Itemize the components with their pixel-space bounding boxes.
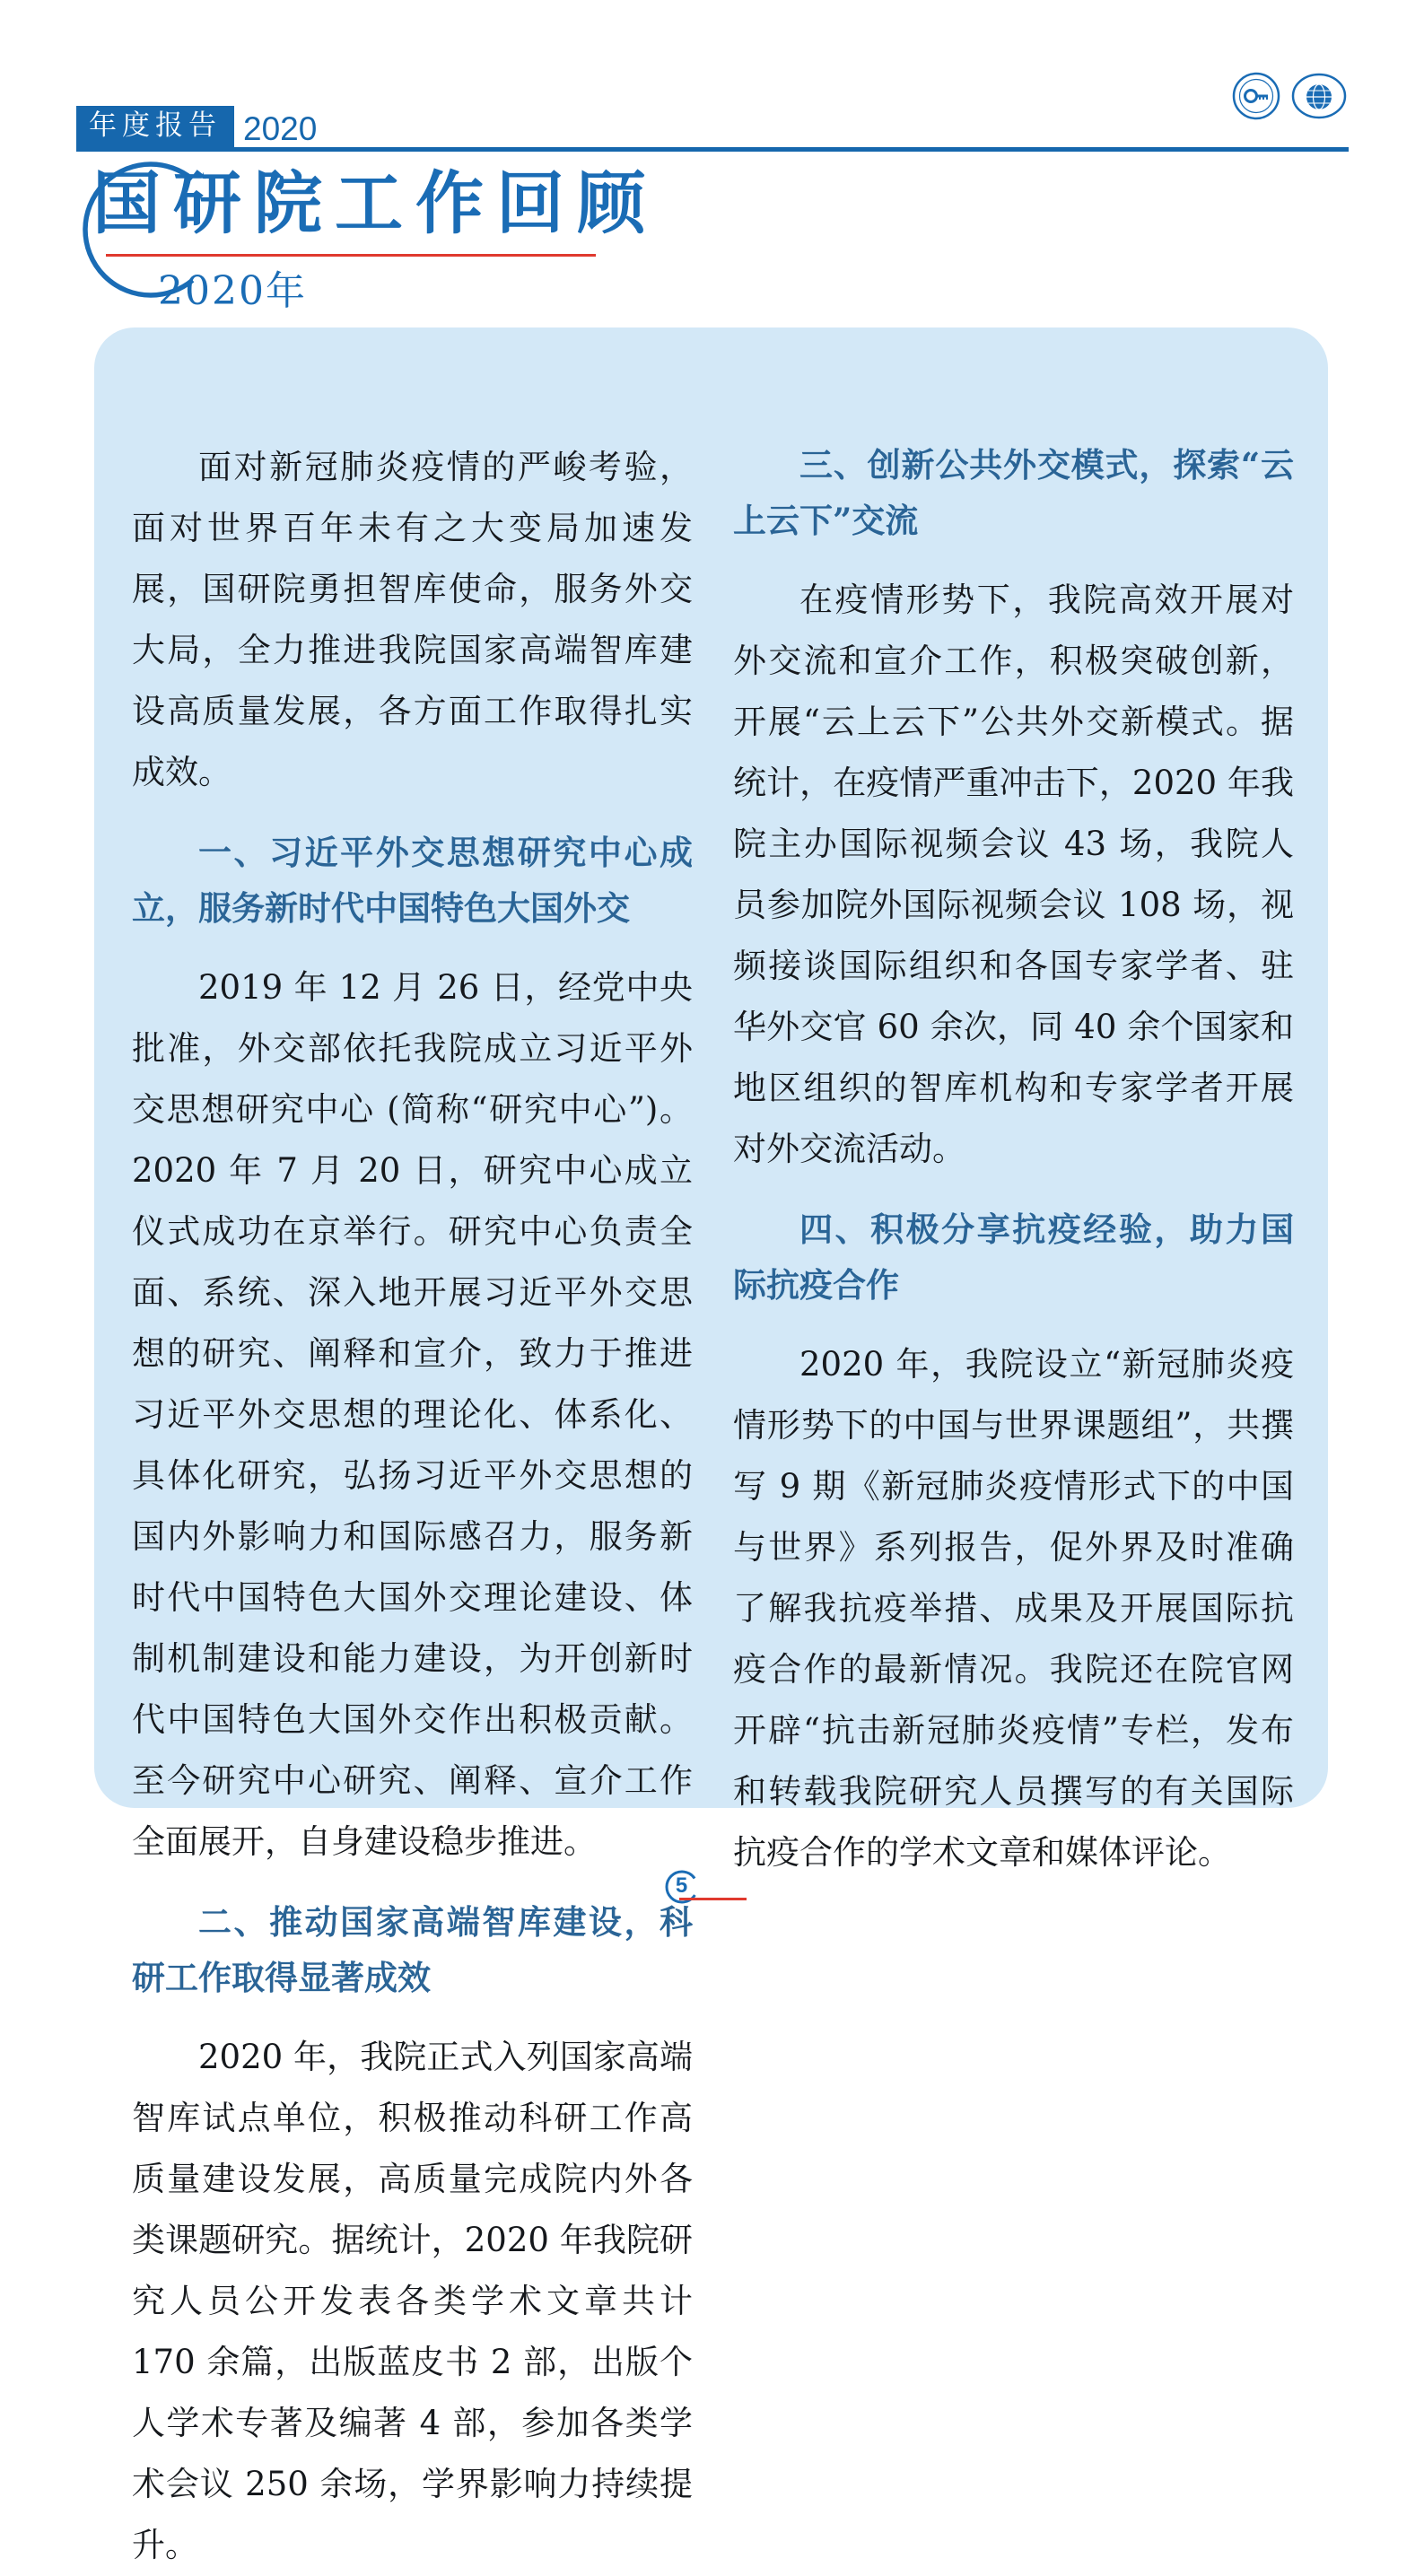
logo-row (1232, 72, 1347, 124)
body-paragraph: 在疫情形势下，我院高效开展对外交流和宣介工作，积极突破创新，开展“云上云下”公共外交新模式。据统计，在疫情严重冲击下，2020 年我院主办国际视频会议 43 场，我院人员参加院外国际视频会议 108 场，视频接谈国际组织和各国专家学者、驻华外交官 60 余次，同 40 余个国家和地区组织的智库机构和专家学者开展对外交流活动。 (733, 581, 1294, 1168)
china-top-think-tanks-logo (1232, 72, 1280, 124)
body-paragraph: 2020 年，我院正式入列国家高端智库试点单位，积极推动科研工作高质量建设发展，高质量完成院内外各类课题研究。据统计，2020 年我院研究人员公开发表各类学术文章共计 170 余篇，出版蓝皮书 2 部，出版个人学术专著及编著 4 部，参加各类学术会议 250 余场，学界影响力持续提升。 (132, 2038, 693, 2564)
ciis-globe-logo (1291, 72, 1347, 124)
page-number: 5 (675, 1873, 688, 1898)
title-block (57, 139, 865, 314)
section-heading: 一、习近平外交思想研究中心成立，服务新时代中国特色大国外交 (132, 833, 693, 928)
body-paragraph: 2020 年，我院设立“新冠肺炎疫情形势下的中国与世界课题组”，共撰写 9 期《新冠肺炎疫情形式下的中国与世界》系列报告，促外界及时准确了解我抗疫举措、成果及开展国际抗疫合作的最新情况。我院还在院官网开辟“抗击新冠肺炎疫情”专栏，发布和转载我院研究人员撰写的有关国际抗疫合作的学术文章和媒体评论。 (733, 1345, 1294, 1872)
body-paragraph: 2019 年 12 月 26 日，经党中央批准，外交部依托我院成立习近平外交思想研究中心 (简称“研究中心”)。2020 年 7 月 20 日，研究中心成立仪式成功在京举行。研究中心负责全面、系统、深入地开展习近平外交思想的研究、阐释和宣介，致力于推进习近平外交思想的理论化、体系化、具体化研究，弘扬习近平外交思想的国内外影响力和国际感召力，服务新时代中国特色大国外交理论建设、体制机制建设和能力建设，为开创新时代中国特色大国外交作出积极贡献。至今研究中心研究、阐释、宣介工作全面展开，自身建设稳步推进。 (132, 968, 693, 1861)
left-column (132, 437, 693, 2564)
title-year: 2020年 (158, 268, 307, 314)
page-number-ornament (663, 1868, 762, 1909)
report-badge: 年度报告 (76, 106, 234, 147)
section-heading: 四、积极分享抗疫经验，助力国际抗疫合作 (733, 1209, 1294, 1305)
content-box (94, 327, 1328, 2564)
body-paragraph: 面对新冠肺炎疫情的严峻考验，面对世界百年未有之大变局加速发展，国研院勇担智库使命，服务外交大局，全力推进我院国家高端智库建设高质量发展，各方面工作取得扎实成效。 (132, 448, 693, 791)
right-column (733, 437, 1294, 1872)
section-heading: 二、推动国家高端智库建设，科研工作取得显著成效 (132, 1902, 693, 1997)
report-year: 2020 (243, 110, 318, 147)
page-number-underline (679, 1898, 747, 1900)
footer (0, 1868, 1424, 1909)
page-title: 国研院工作回顾 (92, 163, 658, 243)
title-underline (106, 254, 596, 257)
section-heading: 三、创新公共外交模式，探索“云上云下”交流 (733, 445, 1294, 540)
